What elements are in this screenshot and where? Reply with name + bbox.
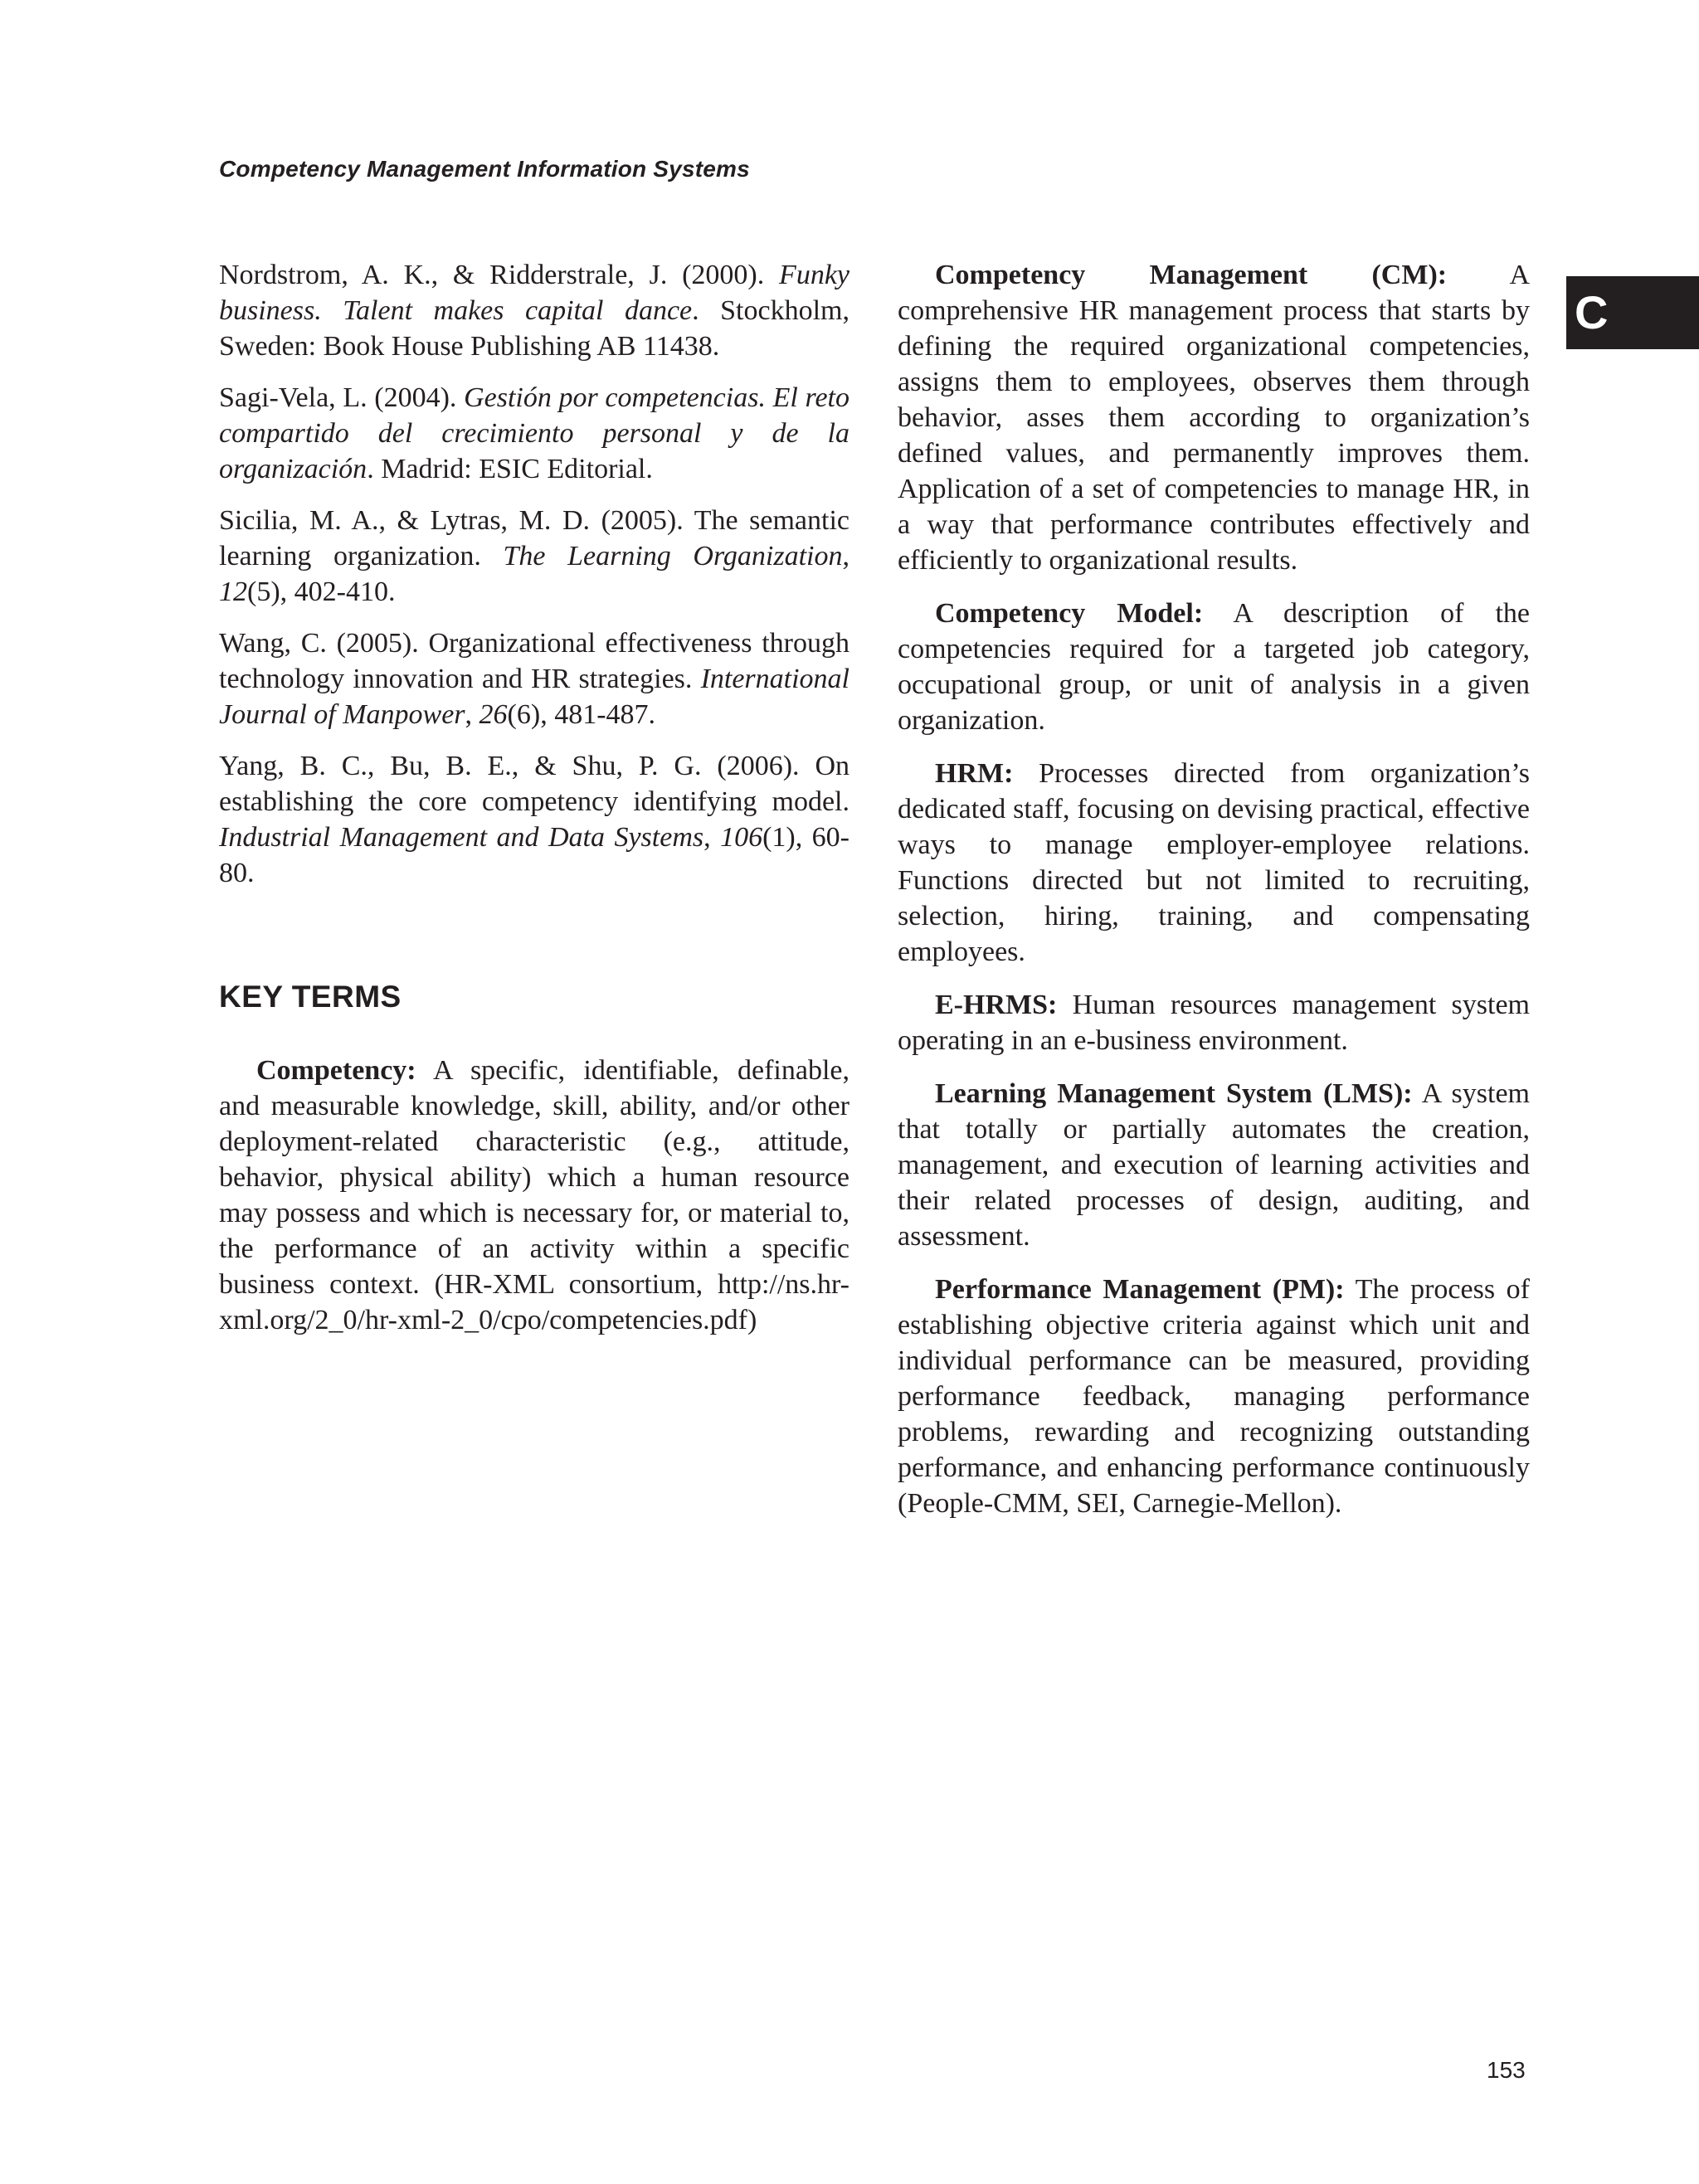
- reference-rest: . Madrid: ESIC Editorial.: [367, 454, 653, 484]
- reference-authors: Wang, C. (2005). Organizational effectiveness through technology innovation and HR strategies.: [219, 628, 850, 694]
- key-term-entry: [898, 257, 1530, 578]
- reference-separator: ,: [703, 822, 721, 853]
- key-term-entry: [898, 1076, 1530, 1254]
- reference-title: The Learning Organization: [503, 541, 843, 572]
- reference-separator: ,: [842, 541, 850, 572]
- key-term-name: Learning Management System (LMS):: [935, 1078, 1413, 1109]
- key-term-name: E-HRMS:: [935, 990, 1058, 1020]
- reference-authors: Yang, B. C., Bu, B. E., & Shu, P. G. (2006). On establishing the core competency identifying model.: [219, 751, 850, 817]
- reference-title: International Journal of Manpower: [219, 664, 850, 730]
- key-term-name: Performance Management (PM):: [935, 1274, 1345, 1305]
- reference-rest: . Stockholm, Sweden: Book House Publishing AB 11438.: [219, 295, 850, 362]
- reference-title: Industrial Management and Data Systems: [219, 822, 704, 853]
- reference-title: Funky business. Talent makes capital dance: [219, 260, 850, 326]
- page-number: 153: [1487, 2057, 1526, 2083]
- right-column: [898, 257, 1530, 1539]
- section-tab-marker: C: [1566, 276, 1699, 349]
- reference-authors: Sagi-Vela, L. (2004).: [219, 382, 465, 413]
- reference-authors: Sicilia, M. A., & Lytras, M. D. (2005). The semantic learning organization.: [219, 505, 850, 572]
- reference-rest: (6), 481-487.: [507, 699, 656, 730]
- key-term-entry: [898, 596, 1530, 738]
- reference-volume: 12: [219, 576, 247, 607]
- key-term-definition: Processes directed from organization’s dedicated staff, focusing on devising practical, effective ways to manage employer-employee relations. Functions directed but not limited to recruiting, selection, hiring, training, and compensating employees.: [898, 758, 1530, 967]
- reference-entry: [219, 380, 850, 487]
- key-term-entry: [898, 1272, 1530, 1521]
- key-term-definition: The process of establishing objective criteria against which unit and individual performance can be measured, providing performance feedback, managing performance problems, rewarding and recognizing outstanding performance, and enhancing performance continuously (People-CMM, SEI, Carnegie-Mellon).: [898, 1274, 1530, 1519]
- key-term-definition: Human resources management system operating in an e-business environment.: [898, 990, 1530, 1056]
- reference-title: Gestión por competencias. El reto compartido del crecimiento personal y de la organización: [219, 382, 850, 484]
- key-term-definition: A comprehensive HR management process that starts by defining the required organizational competencies, assigns them to employees, observes them through behavior, asses them according to organization’s defined values, and permanently improves them. Application of a set of competencies to manage HR, in a way that performance contributes effectively and efficiently to organizational results.: [898, 260, 1530, 576]
- reference-authors: Nordstrom, A. K., & Ridderstrale, J. (2000).: [219, 260, 780, 290]
- left-column: [219, 257, 850, 1355]
- reference-entry: [219, 625, 850, 732]
- key-term-definition: A description of the competencies required for a targeted job category, occupational group, or unit of analysis in a given organization.: [898, 598, 1530, 736]
- key-term-name: Competency Management (CM):: [935, 260, 1448, 290]
- key-term-entry: [898, 756, 1530, 970]
- reference-entry: [219, 257, 850, 364]
- reference-rest: (1), 60-80.: [219, 822, 850, 888]
- key-term-name: HRM:: [935, 758, 1014, 789]
- key-term-definition: A specific, identifiable, definable, and measurable knowledge, skill, ability, and/or other deployment-related characteristic (e.g., attitude, behavior, physical ability) which a human resource may possess and which is necessary for, or material to, the performance of an activity within a specific business context. (HR-XML consortium, http://ns.hr-xml.org/2_0/hr-xml-2_0/cpo/competencies.pdf): [219, 1055, 850, 1335]
- reference-entry: [219, 748, 850, 891]
- reference-volume: 106: [720, 822, 763, 853]
- reference-volume: 26: [479, 699, 508, 730]
- key-term-definition: A system that totally or partially automates the creation, management, and execution of learning activities and their related processes of design, auditing, and assessment.: [898, 1078, 1531, 1252]
- reference-rest: (5), 402-410.: [247, 576, 396, 607]
- running-header: Competency Management Information Systems: [219, 156, 750, 182]
- reference-entry: [219, 503, 850, 610]
- key-terms-heading: KEY TERMS: [219, 980, 402, 1014]
- reference-separator: ,: [465, 699, 480, 730]
- key-term-name: Competency:: [256, 1055, 416, 1086]
- key-term-name: Competency Model:: [935, 598, 1204, 629]
- key-term-entry: [898, 987, 1530, 1058]
- key-term-entry: [219, 1053, 850, 1338]
